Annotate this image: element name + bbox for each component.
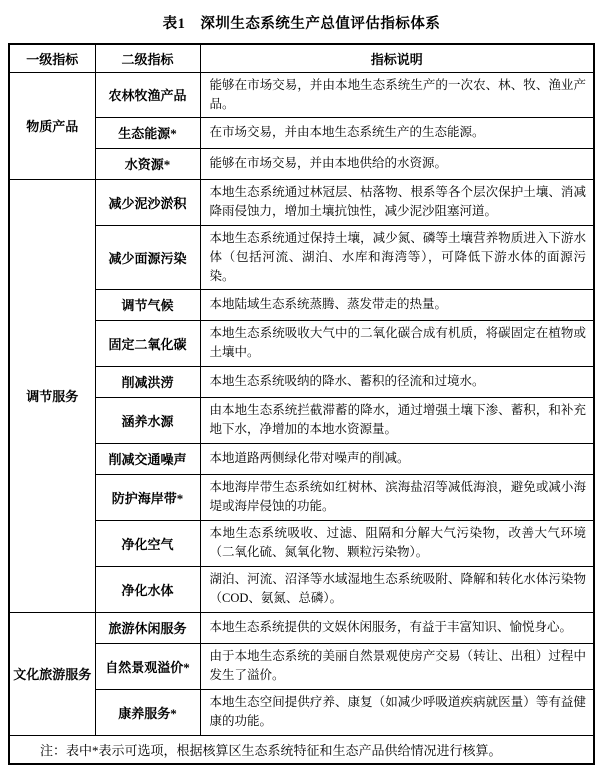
indicator-cell: 固定二氧化碳 <box>95 320 200 366</box>
description-cell: 能够在市场交易，并由本地生态系统生产的一次农、林、牧、渔业产品。 <box>200 72 594 117</box>
table-row <box>9 612 594 643</box>
indicator-cell: 减少面源污染 <box>95 225 200 289</box>
indicator-cell: 净化水体 <box>95 566 200 612</box>
description-cell: 在市场交易，并由本地生态系统生产的生态能源。 <box>200 117 594 148</box>
table-row <box>9 179 594 225</box>
description-cell: 本地生态系统通过保持土壤，减少氮、磷等土壤营养物质进入下游水体（包括河流、湖泊、水库和海湾等），可降低下游水体的面源污染。 <box>200 225 594 289</box>
description-cell: 本地生态系统吸纳的降水、蓄积的径流和过境水。 <box>200 366 594 397</box>
table-row <box>9 117 594 148</box>
description-cell: 本地生态系统吸收大气中的二氧化碳合成有机质，将碳固定在植物或土壤中。 <box>200 320 594 366</box>
header-description: 指标说明 <box>200 44 594 72</box>
table-row <box>9 520 594 566</box>
description-cell: 能够在市场交易，并由本地供给的水资源。 <box>200 148 594 179</box>
table-row <box>9 225 594 289</box>
table-row <box>9 148 594 179</box>
level1-group-cell: 物质产品 <box>9 72 95 179</box>
table-row <box>9 366 594 397</box>
indicator-table <box>8 43 595 765</box>
table-row <box>9 566 594 612</box>
table-row <box>9 72 594 117</box>
indicator-cell: 农林牧渔产品 <box>95 72 200 117</box>
indicator-cell: 旅游休闲服务 <box>95 612 200 643</box>
indicator-cell: 削减洪涝 <box>95 366 200 397</box>
level1-group-cell: 调节服务 <box>9 179 95 612</box>
note-row <box>9 735 594 764</box>
indicator-cell: 防护海岸带* <box>95 474 200 520</box>
table-row <box>9 320 594 366</box>
indicator-cell: 水资源* <box>95 148 200 179</box>
indicator-cell: 调节气候 <box>95 289 200 320</box>
header-level2: 二级指标 <box>95 44 200 72</box>
description-cell: 本地陆域生态系统蒸腾、蒸发带走的热量。 <box>200 289 594 320</box>
indicator-cell: 净化空气 <box>95 520 200 566</box>
table-row <box>9 643 594 689</box>
description-cell: 本地生态空间提供疗养、康复（如减少呼吸道疾病就医量）等有益健康的功能。 <box>200 689 594 735</box>
indicator-cell: 减少泥沙淤积 <box>95 179 200 225</box>
indicator-cell: 涵养水源 <box>95 397 200 443</box>
description-cell: 本地道路两侧绿化带对噪声的削减。 <box>200 443 594 474</box>
header-level1: 一级指标 <box>9 44 95 72</box>
indicator-cell: 康养服务* <box>95 689 200 735</box>
level1-group-cell: 文化旅游服务 <box>9 612 95 735</box>
table-row <box>9 443 594 474</box>
indicator-cell: 削减交通噪声 <box>95 443 200 474</box>
description-cell: 本地生态系统通过林冠层、枯落物、根系等各个层次保护土壤、消减降雨侵蚀力，增加土壤抗蚀性，减少泥沙阻塞河道。 <box>200 179 594 225</box>
header-row <box>9 44 594 72</box>
description-cell: 由本地生态系统拦截滞蓄的降水，通过增强土壤下渗、蓄积，和补充地下水，净增加的本地水资源量。 <box>200 397 594 443</box>
description-cell: 本地生态系统提供的文娱休闲服务，有益于丰富知识、愉悦身心。 <box>200 612 594 643</box>
description-cell: 本地海岸带生态系统如红树林、滨海盐沼等减低海浪，避免或减小海堤或海岸侵蚀的功能。 <box>200 474 594 520</box>
indicator-cell: 生态能源* <box>95 117 200 148</box>
description-cell: 本地生态系统吸收、过滤、阻隔和分解大气污染物，改善大气环境（二氧化硫、氮氧化物、颗粒污染物）。 <box>200 520 594 566</box>
table-note: 注：表中*表示可选项，根据核算区生态系统特征和生态产品供给情况进行核算。 <box>9 735 594 764</box>
indicator-cell: 自然景观溢价* <box>95 643 200 689</box>
table-row <box>9 689 594 735</box>
table-row <box>9 474 594 520</box>
table-row <box>9 397 594 443</box>
description-cell: 湖泊、河流、沼泽等水域湿地生态系统吸附、降解和转化水体污染物（COD、氨氮、总磷）。 <box>200 566 594 612</box>
description-cell: 由于本地生态系统的美丽自然景观使房产交易（转让、出租）过程中发生了溢价。 <box>200 643 594 689</box>
table-title: 表1 深圳生态系统生产总值评估指标体系 <box>162 16 441 32</box>
table-row <box>9 289 594 320</box>
